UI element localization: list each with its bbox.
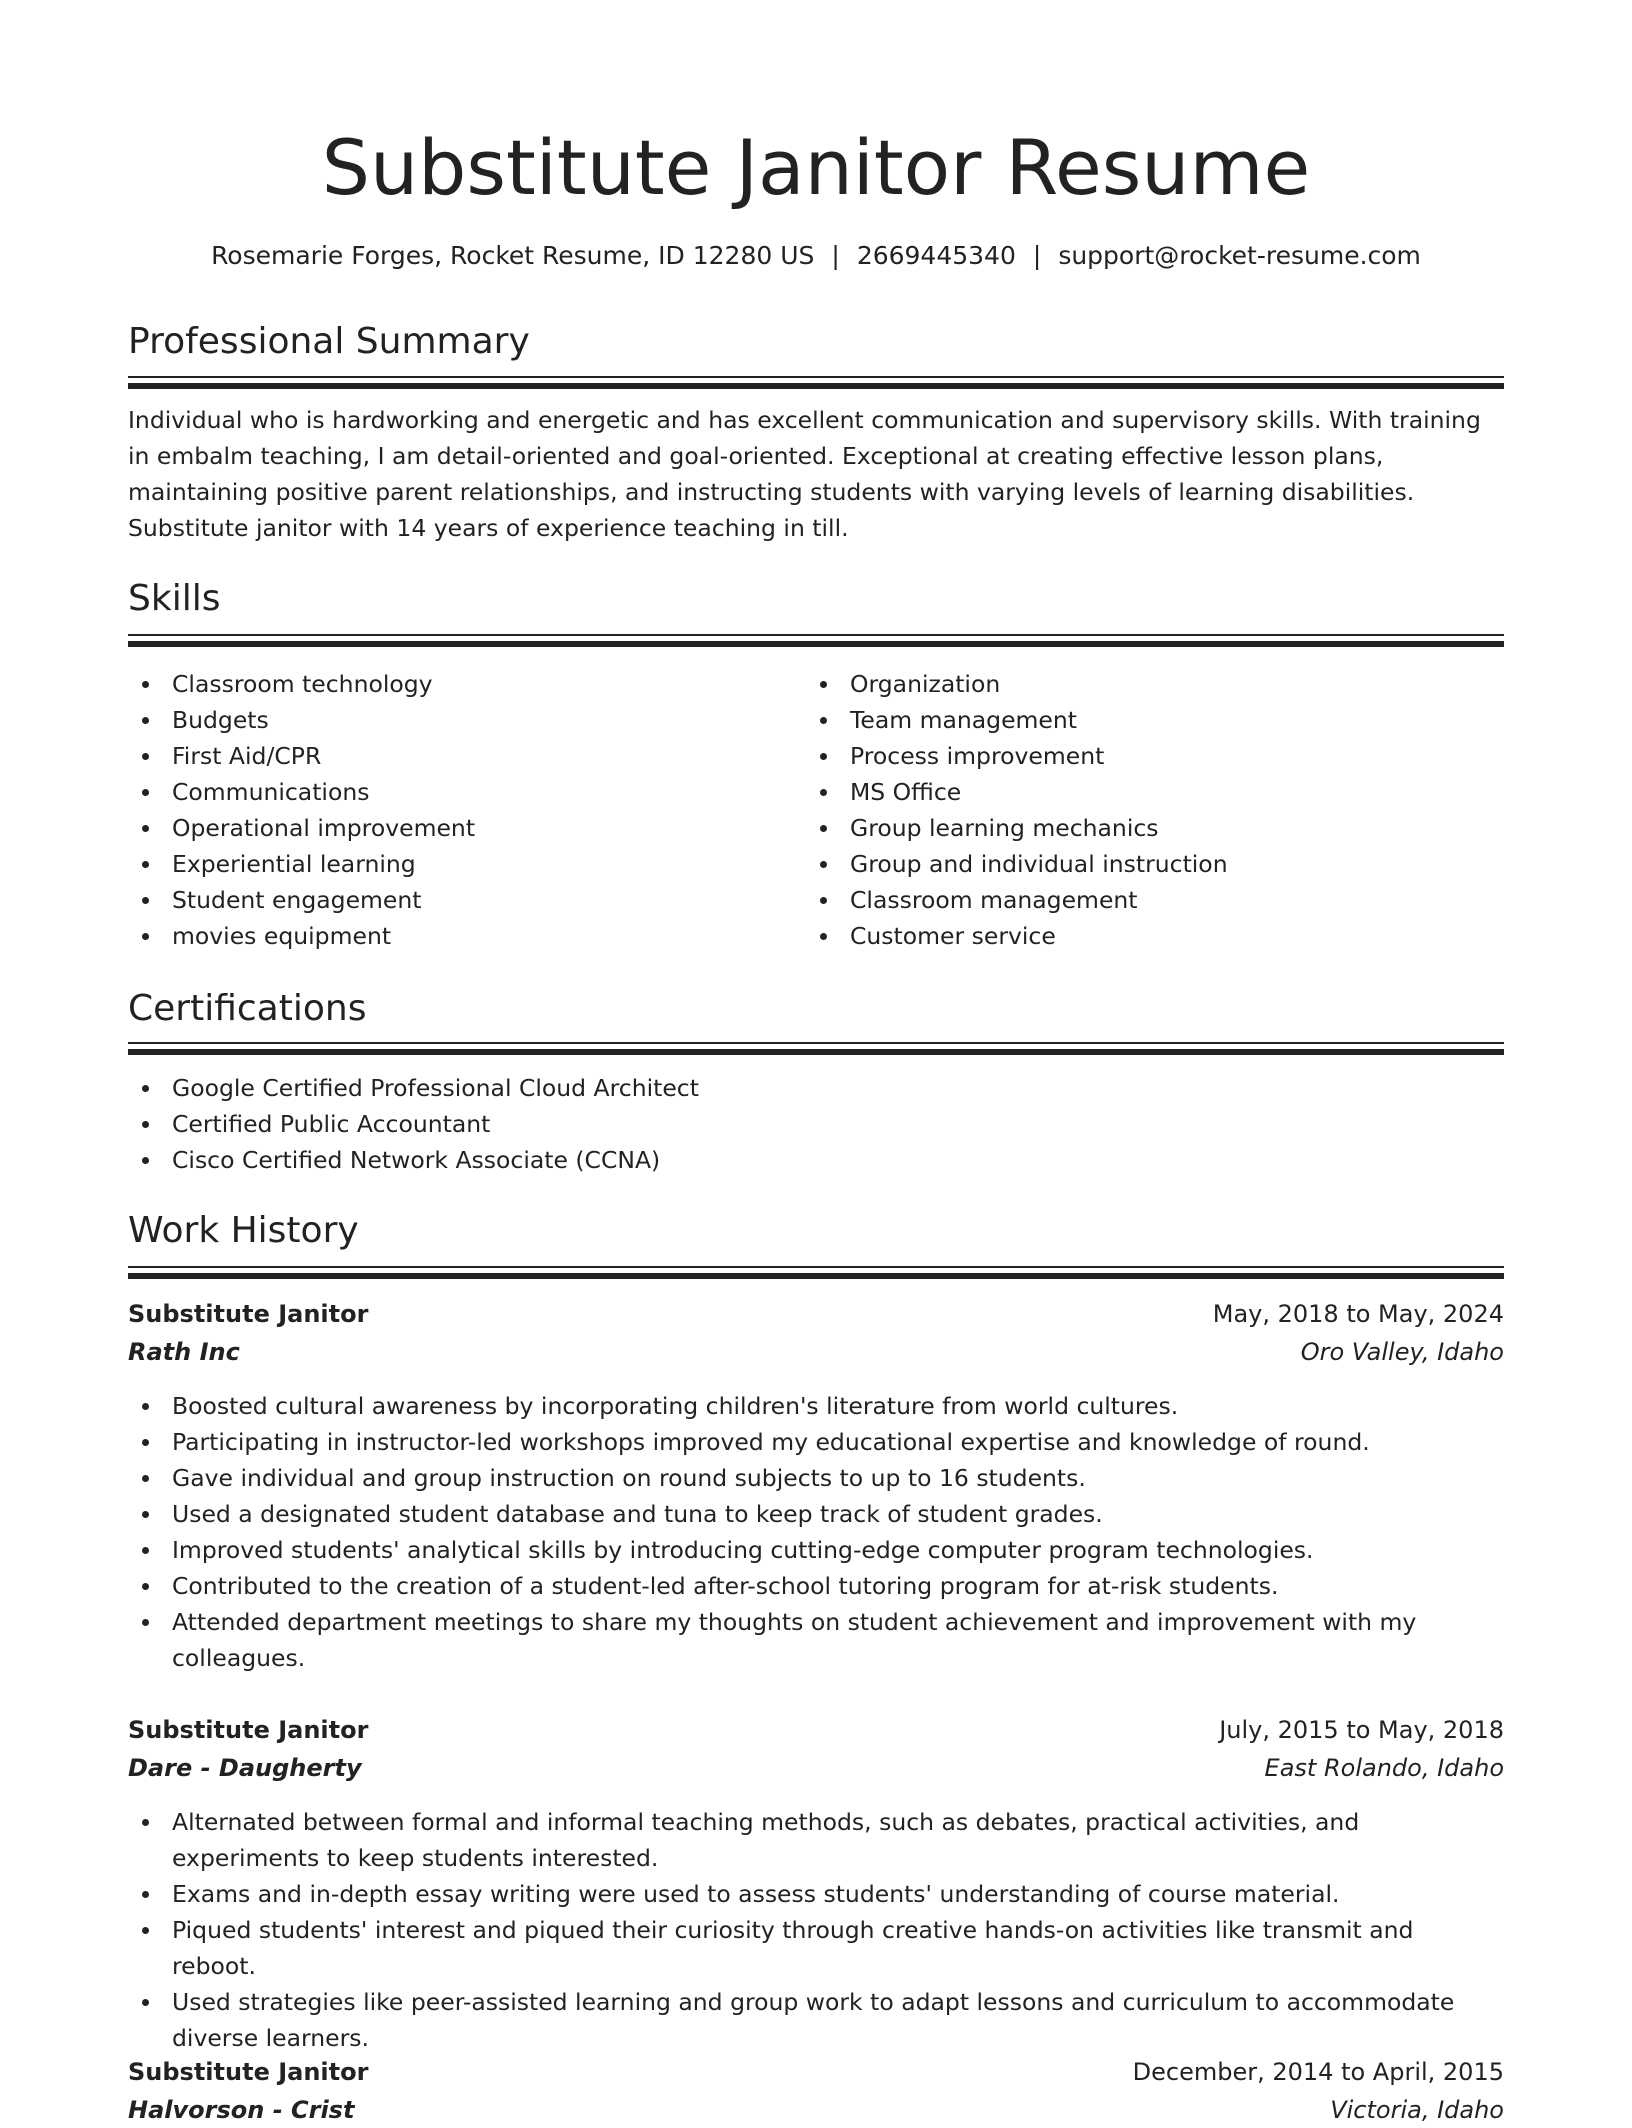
job-company: Rath Inc: [128, 1338, 240, 1366]
page-title: Substitute Janitor Resume: [321, 123, 1311, 212]
job-dates: December, 2014 to April, 2015: [1132, 2058, 1504, 2086]
section-divider: [128, 634, 1504, 648]
list-item: Boosted cultural awareness by incorporating children's literature from world cultures.: [128, 1388, 1504, 1424]
job-location: Victoria, Idaho: [1330, 2096, 1504, 2124]
list-item: Google Certified Professional Cloud Architect: [128, 1070, 1504, 1106]
contact-phone: 2669445340: [856, 241, 1016, 270]
summary-heading: Professional Summary: [128, 321, 530, 362]
list-item: Classroom technology: [128, 666, 788, 702]
section-divider: [128, 1266, 1504, 1280]
job-location: East Rolando, Idaho: [1264, 1754, 1504, 1782]
list-item: MS Office: [806, 774, 1504, 810]
list-item: Student engagement: [128, 882, 788, 918]
job-location: Oro Valley, Idaho: [1300, 1338, 1504, 1366]
section-divider: [128, 1042, 1504, 1056]
list-item: Group and individual instruction: [806, 846, 1504, 882]
job-title: Substitute Janitor: [128, 2058, 369, 2086]
list-item: Operational improvement: [128, 810, 788, 846]
contact-email[interactable]: support@rocket-resume.com: [1058, 241, 1421, 270]
list-item: Certified Public Accountant: [128, 1106, 1504, 1142]
list-item: Budgets: [128, 702, 788, 738]
contact-line: [128, 238, 1504, 274]
skills-list-left: [128, 666, 788, 954]
list-item: Customer service: [806, 918, 1504, 954]
job-dates: July, 2015 to May, 2018: [1219, 1716, 1504, 1744]
list-item: Process improvement: [806, 738, 1504, 774]
job-company: Dare - Daugherty: [128, 1754, 362, 1782]
list-item: Team management: [806, 702, 1504, 738]
skills-heading: Skills: [128, 578, 221, 619]
contact-address: Rosemarie Forges, Rocket Resume, ID 12280 US: [211, 241, 815, 270]
certifications-heading: Certifications: [128, 988, 367, 1029]
list-item: Organization: [806, 666, 1504, 702]
list-item: First Aid/CPR: [128, 738, 788, 774]
job-bullets: [128, 1388, 1504, 1676]
list-item: Classroom management: [806, 882, 1504, 918]
list-item: Piqued students' interest and piqued their curiosity through creative hands-on activities like transmit and reboot.: [128, 1912, 1504, 1984]
list-item: Used a designated student database and tuna to keep track of student grades.: [128, 1496, 1504, 1532]
job-dates: May, 2018 to May, 2024: [1212, 1300, 1504, 1328]
contact-separator: |: [831, 241, 840, 270]
list-item: Alternated between formal and informal teaching methods, such as debates, practical activities, and experiments to keep students interested.: [128, 1804, 1504, 1876]
job-title: Substitute Janitor: [128, 1716, 369, 1744]
skills-list-right: [806, 666, 1504, 954]
job-title: Substitute Janitor: [128, 1300, 369, 1328]
work-history-heading: Work History: [128, 1210, 359, 1251]
list-item: Used strategies like peer-assisted learning and group work to adapt lessons and curriculum to accommodate diverse learners.: [128, 1984, 1504, 2056]
list-item: Contributed to the creation of a student-led after-school tutoring program for at-risk students.: [128, 1568, 1504, 1604]
job-company: Halvorson - Crist: [128, 2096, 355, 2124]
list-item: Gave individual and group instruction on round subjects to up to 16 students.: [128, 1460, 1504, 1496]
list-item: Experiential learning: [128, 846, 788, 882]
list-item: Improved students' analytical skills by introducing cutting-edge computer program technologies.: [128, 1532, 1504, 1568]
list-item: Communications: [128, 774, 788, 810]
list-item: Cisco Certified Network Associate (CCNA): [128, 1142, 1504, 1178]
section-divider: [128, 376, 1504, 390]
list-item: movies equipment: [128, 918, 788, 954]
list-item: Group learning mechanics: [806, 810, 1504, 846]
contact-separator: |: [1032, 241, 1042, 270]
list-item: Participating in instructor-led workshops improved my educational expertise and knowledge of round.: [128, 1424, 1504, 1460]
certifications-list: [128, 1070, 1504, 1178]
list-item: Exams and in-depth essay writing were used to assess students' understanding of course material.: [128, 1876, 1504, 1912]
job-bullets: [128, 1804, 1504, 2056]
summary-text: Individual who is hardworking and energetic and has excellent communication and supervisory skills. With training in embalm teaching, I am detail-oriented and goal-oriented. Exceptional at creating effective lesson plans, maintaining positive parent relationships, and instructing students with varying levels of learning disabilities. Substitute janitor with 14 years of experience teaching in till.: [128, 406, 1481, 542]
list-item: Attended department meetings to share my thoughts on student achievement and improvement with my colleagues.: [128, 1604, 1504, 1676]
